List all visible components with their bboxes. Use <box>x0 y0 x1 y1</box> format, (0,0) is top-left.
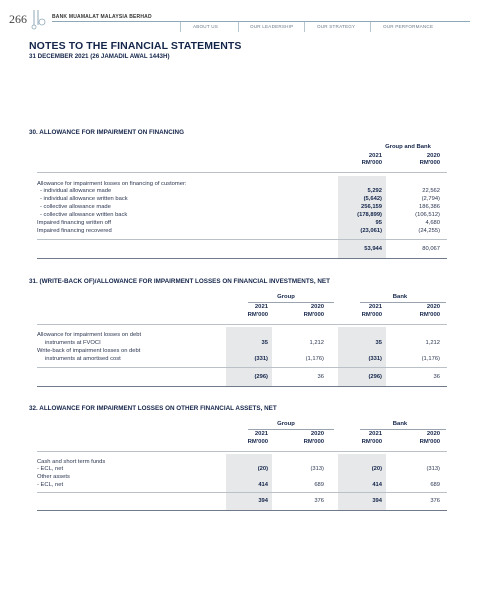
table-rule <box>37 239 447 240</box>
table-bottom-rule <box>37 258 447 259</box>
col-unit: RM'000 <box>361 439 382 445</box>
table-rule <box>37 367 447 368</box>
value-group-2021: 414 <box>258 482 268 488</box>
value-2020: 4,680 <box>425 220 440 226</box>
nav-our-strategy[interactable]: OUR STRATEGY <box>317 24 356 29</box>
value-bank-2021: (20) <box>371 466 382 472</box>
value-2020: (24,255) <box>418 228 440 234</box>
col-year: 2020 <box>426 304 440 310</box>
value-group-2020: (313) <box>310 466 324 472</box>
col-2021-year: 2021 <box>368 153 382 159</box>
table-rule <box>37 172 447 173</box>
bank-label: Bank <box>392 294 408 300</box>
value-bank-2020: (1,176) <box>421 356 440 362</box>
value-group-2021: 35 <box>261 340 268 346</box>
value-2021: 5,292 <box>367 188 382 194</box>
nav-about-us[interactable]: ABOUT US <box>193 24 218 29</box>
total-bank-2020: 376 <box>430 498 440 504</box>
table-row-label: Impaired financing written off <box>37 220 112 226</box>
nav-separator <box>180 22 181 32</box>
value-bank-2021: 35 <box>375 340 382 346</box>
col-unit: RM'000 <box>303 439 324 445</box>
nav-separator <box>304 22 305 32</box>
value-bank-2021: (331) <box>368 356 382 362</box>
col-year: 2021 <box>254 304 268 310</box>
col-year: 2020 <box>310 304 324 310</box>
note-31-heading: 31. (WRITE-BACK OF)/ALLOWANCE FOR IMPAIRMENT LOSSES ON FINANCIAL INVESTMENTS, NET <box>29 278 330 285</box>
value-bank-2020: 1,212 <box>425 340 440 346</box>
group-label: Group <box>277 421 295 427</box>
total-group-2020: 36 <box>317 374 324 380</box>
note-30-heading: 30. ALLOWANCE FOR IMPAIRMENT ON FINANCING <box>29 129 184 136</box>
value-group-2021: (20) <box>257 466 268 472</box>
value-2020: 186,386 <box>419 204 440 210</box>
table-row-label: - ECL, net <box>37 482 64 488</box>
table-row-label: Cash and short term funds <box>37 459 106 465</box>
page-number: 266 <box>9 12 27 26</box>
value-2020: (106,512) <box>415 212 440 218</box>
bank-label: Bank <box>392 421 408 427</box>
table-row-label: - collective allowance made <box>40 204 111 210</box>
table-bottom-rule <box>37 386 447 387</box>
value-2021: 95 <box>375 220 382 226</box>
total-2021: 53,944 <box>364 246 382 252</box>
table-bottom-rule <box>37 510 447 511</box>
value-bank-2020: (313) <box>426 466 440 472</box>
value-2021: (178,899) <box>357 212 382 218</box>
table-row-label: instruments at amortised cost <box>45 356 121 362</box>
value-2020: (2,794) <box>421 196 440 202</box>
table-row-label: Impaired financing recovered <box>37 228 112 234</box>
nav-our-leadership[interactable]: OUR LEADERSHIP <box>250 24 294 29</box>
total-bank-2021: (296) <box>368 374 382 380</box>
value-2021: (5,642) <box>363 196 382 202</box>
total-group-2021: (296) <box>254 374 268 380</box>
col-unit: RM'000 <box>303 312 324 318</box>
value-group-2020: 1,212 <box>309 340 324 346</box>
value-2021: 256,159 <box>361 204 382 210</box>
value-bank-2021: 414 <box>372 482 382 488</box>
table-row-label: Allowance for impairment losses on financing of customer: <box>37 181 187 187</box>
group-label: Group <box>277 294 295 300</box>
bank-logo-icon <box>31 8 47 30</box>
total-bank-2020: 36 <box>433 374 440 380</box>
col-2020-year: 2020 <box>426 153 440 159</box>
table-row-label: Other assets <box>37 474 70 480</box>
col-year: 2021 <box>368 304 382 310</box>
col-unit: RM'000 <box>419 439 440 445</box>
table-row-label: instruments at FVOCI <box>45 340 101 346</box>
table-row-label: - individual allowance made <box>40 188 112 194</box>
col-year: 2021 <box>368 431 382 437</box>
value-group-2020: 689 <box>314 482 324 488</box>
col-unit: RM'000 <box>419 312 440 318</box>
page-title: NOTES TO THE FINANCIAL STATEMENTS <box>29 40 242 52</box>
col-unit: RM'000 <box>361 312 382 318</box>
value-group-2020: (1,176) <box>305 356 324 362</box>
page-subtitle: 31 DECEMBER 2021 (26 JAMADIL AWAL 1443H) <box>29 53 170 60</box>
table-row-label: - ECL, net <box>37 466 64 472</box>
col-2021-unit: RM'000 <box>361 160 382 166</box>
table-row-label: Allowance for impairment losses on debt <box>37 332 142 338</box>
table-row-label: - collective allowance written back <box>40 212 128 218</box>
nav-separator <box>238 22 239 32</box>
note-32-heading: 32. ALLOWANCE FOR IMPAIRMENT LOSSES ON OTHER FINANCIAL ASSETS, NET <box>29 405 277 412</box>
col-2020-unit: RM'000 <box>419 160 440 166</box>
col-unit: RM'000 <box>247 312 268 318</box>
value-bank-2020: 689 <box>430 482 440 488</box>
table-rule <box>37 324 447 325</box>
total-2020: 80,067 <box>422 246 440 252</box>
col-year: 2020 <box>426 431 440 437</box>
value-2021: (23,061) <box>360 228 382 234</box>
value-2020: 22,562 <box>422 188 440 194</box>
header-rule <box>52 21 470 22</box>
total-bank-2021: 394 <box>372 498 382 504</box>
table-row-label: - individual allowance written back <box>40 196 128 202</box>
nav-separator <box>370 22 371 32</box>
value-group-2021: (331) <box>254 356 268 362</box>
total-group-2020: 376 <box>314 498 324 504</box>
table-rule <box>37 451 447 452</box>
table-rule <box>37 492 447 493</box>
col-year: 2020 <box>310 431 324 437</box>
col-year: 2021 <box>254 431 268 437</box>
total-group-2021: 394 <box>258 498 268 504</box>
group-and-bank-label: Group and Bank <box>385 144 431 150</box>
bank-name: BANK MUAMALAT MALAYSIA BERHAD <box>52 14 152 20</box>
nav-our-performance[interactable]: OUR PERFORMANCE <box>383 24 434 29</box>
table-row-label: Write-back of impairment losses on debt <box>37 348 141 354</box>
col-unit: RM'000 <box>247 439 268 445</box>
